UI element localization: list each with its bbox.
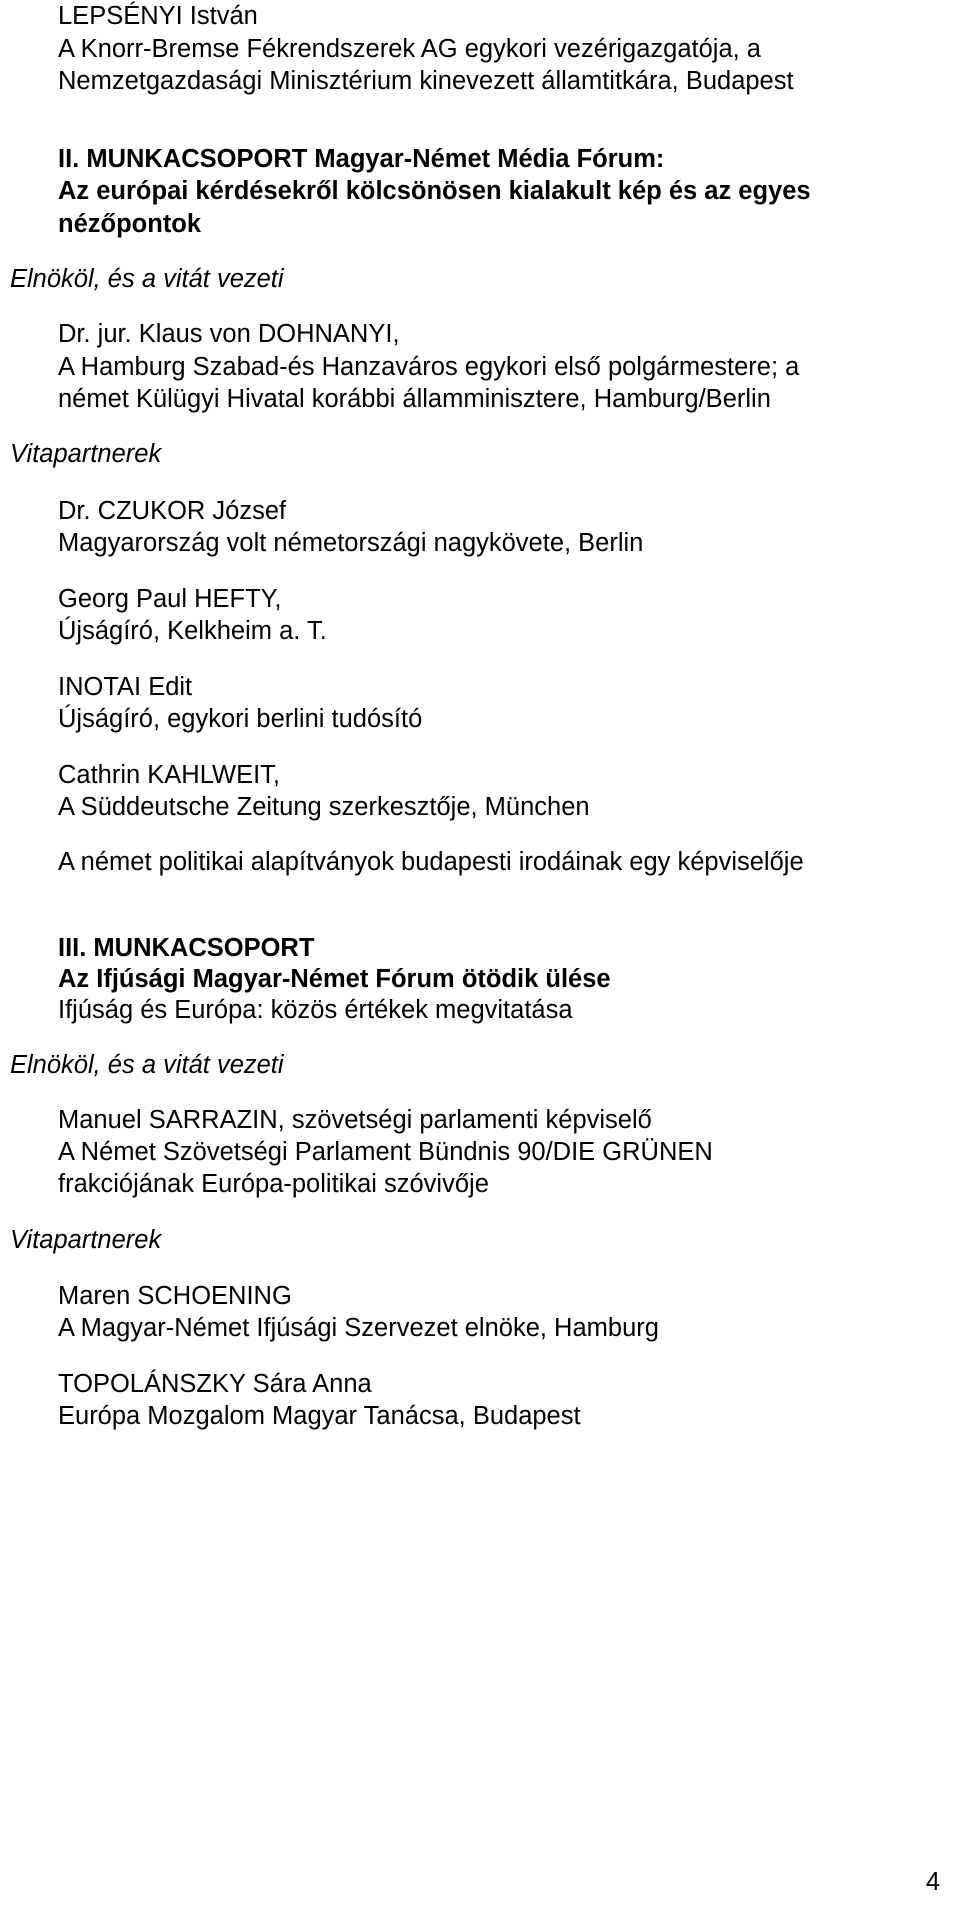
- section-title: Az Ifjúsági Magyar-Német Fórum ötödik ülése: [58, 965, 611, 993]
- section-title: Az európai kérdésekről kölcsönösen kialakult kép és az egyes: [58, 177, 811, 205]
- chair-heading: Elnököl, és a vitát vezeti: [10, 1051, 284, 1079]
- speaker-role-line: A Knorr-Bremse Fékrendszerek AG egykori vezérigazgatója, a: [58, 35, 761, 63]
- partner-role: Európa Mozgalom Magyar Tanácsa, Budapest: [58, 1402, 581, 1430]
- speaker-role-line: Nemzetgazdasági Minisztérium kinevezett államtitkára, Budapest: [58, 67, 794, 95]
- chair-role-line: A Német Szövetségi Parlament Bündnis 90/DIE GRÜNEN: [58, 1138, 713, 1166]
- partner-role: Újságíró, egykori berlini tudósító: [58, 705, 423, 733]
- chair-role-line: A Hamburg Szabad-és Hanzaváros egykori első polgármestere; a: [58, 353, 800, 381]
- chair-role-line: német Külügyi Hivatal korábbi államminisztere, Hamburg/Berlin: [58, 385, 771, 413]
- section-title: nézőpontok: [58, 210, 202, 238]
- partner-role: A Magyar-Német Ifjúsági Szervezet elnöke, Hamburg: [58, 1314, 659, 1342]
- partner-role: Magyarország volt németországi nagykövete, Berlin: [58, 529, 644, 557]
- partner-name: Maren SCHOENING: [58, 1282, 292, 1310]
- partner-role: Újságíró, Kelkheim a. T.: [58, 617, 327, 645]
- section-title: III. MUNKACSOPORT: [58, 934, 315, 962]
- partner-name: Cathrin KAHLWEIT,: [58, 761, 281, 789]
- partner-role: A Süddeutsche Zeitung szerkesztője, München: [58, 793, 590, 821]
- partners-heading: Vitapartnerek: [10, 440, 162, 468]
- chair-name: Dr. jur. Klaus von DOHNANYI,: [58, 320, 400, 348]
- extra-partner: A német politikai alapítványok budapesti irodáinak egy képviselője: [58, 848, 804, 876]
- chair-heading: Elnököl, és a vitát vezeti: [10, 265, 284, 293]
- section-title: II. MUNKACSOPORT Magyar-Német Média Fórum:: [58, 145, 665, 173]
- partner-name: Georg Paul HEFTY,: [58, 585, 282, 613]
- partner-name: Dr. CZUKOR József: [58, 497, 287, 525]
- partner-name: TOPOLÁNSZKY Sára Anna: [58, 1370, 372, 1398]
- partners-heading: Vitapartnerek: [10, 1226, 162, 1254]
- chair-role-line: frakciójának Európa-politikai szóvivője: [58, 1170, 489, 1198]
- partner-name: INOTAI Edit: [58, 673, 193, 701]
- speaker-name: LEPSÉNYI István: [58, 2, 258, 30]
- section-subtitle: Ifjúság és Európa: közös értékek megvitatása: [58, 996, 573, 1024]
- page-number: 4: [925, 1868, 940, 1896]
- chair-name: Manuel SARRAZIN, szövetségi parlamenti képviselő: [58, 1106, 652, 1134]
